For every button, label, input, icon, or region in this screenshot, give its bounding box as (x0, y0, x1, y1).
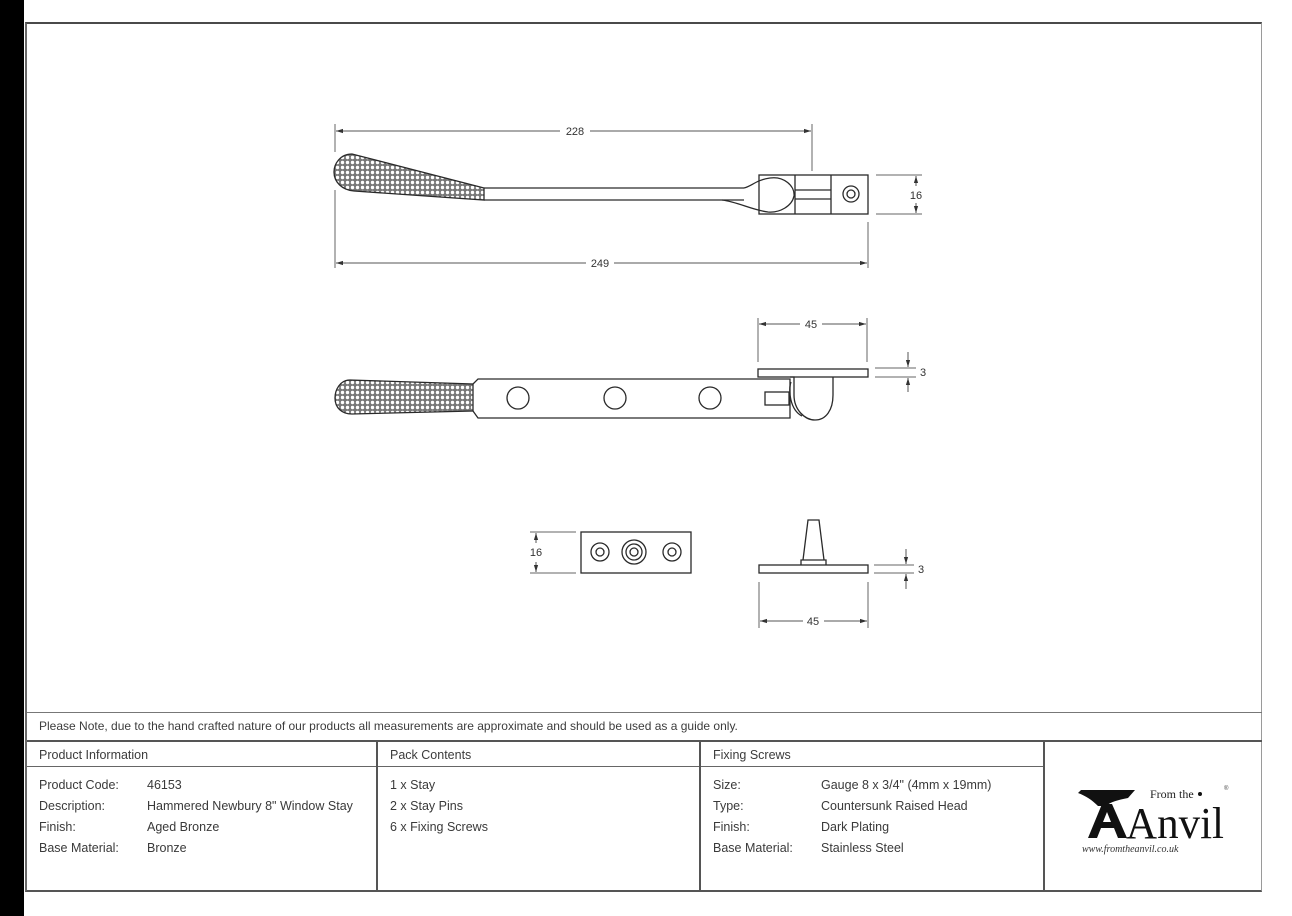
product-information-heading: Product Information (27, 742, 376, 767)
top-view (334, 124, 922, 268)
screw-material-value: Stainless Steel (821, 841, 904, 855)
finish-row (39, 817, 376, 838)
finish-value: Aged Bronze (147, 820, 220, 834)
base-material-value: Bronze (147, 841, 187, 855)
measurement-note: Please Note, due to the hand crafted nature of our products all measurements are approximate and should be used as a guide only. (27, 712, 1262, 742)
logo-brand: Anvil (1126, 799, 1224, 848)
dim-bracket-height: 16 (909, 190, 923, 202)
description-value: Hammered Newbury 8" Window Stay (147, 799, 353, 813)
pack-item: 2 x Stay Pins (390, 799, 463, 813)
screw-finish-label: Finish: (713, 820, 750, 834)
screw-material-label: Base Material: (713, 841, 793, 855)
description-label: Description: (39, 799, 105, 813)
dim-overall-length: 249 (590, 258, 610, 270)
screw-finish-row (713, 817, 1043, 838)
logo-url: www.fromtheanvil.co.uk (1082, 844, 1179, 855)
pack-item: 1 x Stay (390, 778, 436, 792)
screw-type-row (713, 796, 1043, 817)
logo-registered: ® (1224, 786, 1229, 792)
screw-size-value: Gauge 8 x 3/4" (4mm x 19mm) (821, 778, 992, 792)
product-code-label: Product Code: (39, 778, 119, 792)
screw-finish-value: Dark Plating (821, 820, 890, 834)
product-information-section (27, 742, 378, 890)
screw-material-row (713, 838, 1043, 859)
fixing-screws-section (701, 742, 1045, 890)
pack-contents-heading: Pack Contents (378, 742, 699, 767)
fixing-screws-heading: Fixing Screws (701, 742, 1043, 767)
brand-logo (1040, 780, 1230, 860)
dim-arm-length: 228 (565, 126, 585, 138)
dim-bracket-thickness: 3 (919, 367, 927, 379)
screw-type-label: Type: (713, 799, 744, 813)
product-code-row (39, 775, 376, 796)
finish-label: Finish: (39, 820, 76, 834)
logo-from-the: From the (1150, 787, 1194, 801)
base-material-label: Base Material: (39, 841, 119, 855)
pin-plate-side-view (759, 520, 914, 628)
dim-plate-thickness: 3 (917, 564, 925, 576)
dim-plate-height: 16 (529, 547, 543, 559)
screw-type-value: Countersunk Raised Head (821, 799, 968, 813)
pack-contents-section (378, 742, 701, 890)
screw-size-row (713, 775, 1043, 796)
screw-size-label: Size: (713, 778, 741, 792)
pin-plate-top-view (530, 532, 691, 573)
base-material-row (39, 838, 376, 859)
description-row (39, 796, 376, 817)
side-view (335, 318, 916, 420)
pack-item: 6 x Fixing Screws (390, 820, 488, 834)
dim-plate-length: 45 (806, 616, 820, 628)
dim-bracket-length: 45 (804, 319, 818, 331)
product-code-value: 46153 (147, 778, 182, 792)
